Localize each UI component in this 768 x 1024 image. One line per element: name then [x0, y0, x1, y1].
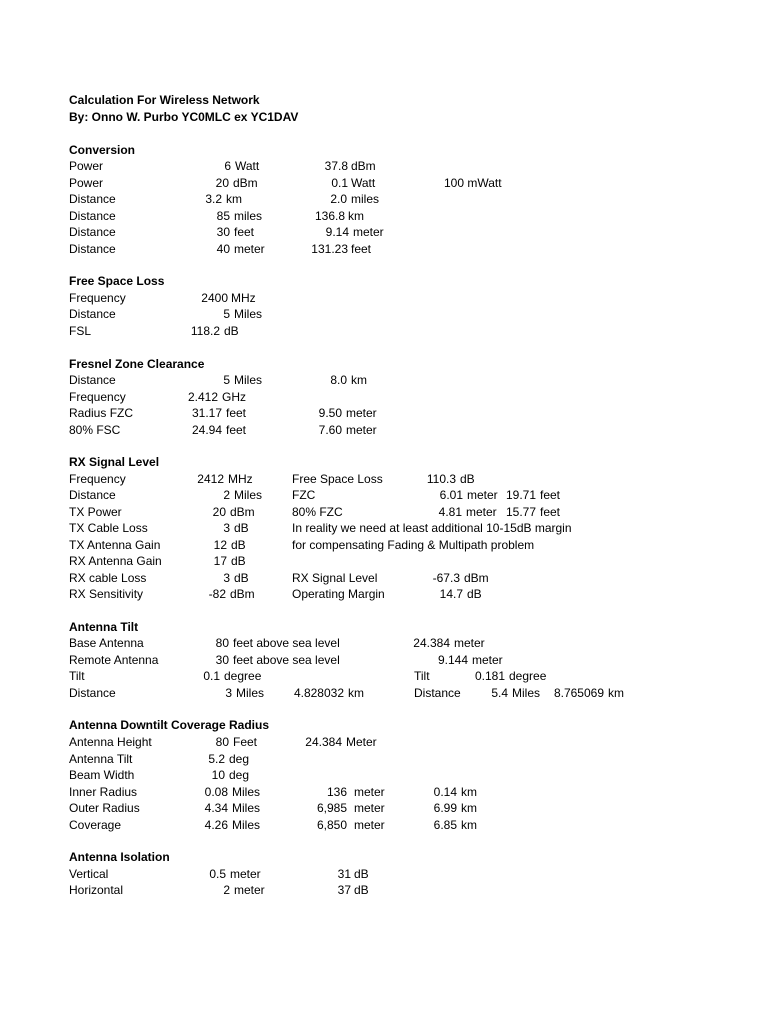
- unit: km: [461, 818, 477, 832]
- unit: Watt: [351, 176, 376, 190]
- value: 10: [211, 768, 225, 782]
- row-label: Inner Radius: [69, 785, 138, 799]
- value: 2.0: [330, 192, 347, 206]
- doc-title: Calculation For Wireless Network: [69, 93, 260, 107]
- value: 3: [223, 571, 230, 585]
- value: 19.71: [505, 488, 536, 502]
- value: 5.4: [491, 686, 508, 700]
- unit: MHz: [231, 291, 256, 305]
- value: 2.412: [187, 390, 218, 404]
- row-label: Beam Width: [69, 768, 135, 782]
- unit: feet: [226, 423, 247, 437]
- value: 30: [216, 225, 230, 239]
- row-label: FSL: [69, 324, 92, 338]
- value: 8.765069: [553, 686, 604, 700]
- value: 80: [215, 735, 229, 749]
- value: 40: [216, 242, 230, 256]
- value: 3.2: [205, 192, 222, 206]
- value: 118.2: [190, 324, 220, 338]
- row-label: Distance: [69, 373, 116, 387]
- value: 6: [224, 159, 231, 173]
- unit: MHz: [228, 472, 253, 486]
- row-label: Coverage: [69, 818, 122, 832]
- section-heading: Free Space Loss: [69, 274, 165, 288]
- section-heading: RX Signal Level: [69, 455, 160, 469]
- unit: meter: [234, 242, 265, 256]
- unit: Miles: [234, 373, 263, 387]
- unit: km: [461, 801, 477, 815]
- unit: meter: [354, 785, 385, 799]
- row-label: Power: [69, 159, 104, 173]
- unit: dB: [354, 867, 369, 881]
- row-label: FZC: [292, 488, 316, 502]
- unit: dBm: [230, 587, 255, 601]
- unit: meter: [467, 488, 498, 502]
- value: 0.181: [474, 669, 505, 683]
- value: 4.81: [438, 505, 462, 519]
- unit: dB: [467, 587, 482, 601]
- value: 24.384: [305, 735, 342, 749]
- unit: feet above sea level: [233, 653, 340, 667]
- unit: feet above sea level: [233, 636, 340, 650]
- value: 136: [326, 785, 347, 799]
- doc-author: By: Onno W. Purbo YC0MLC ex YC1DAV: [69, 110, 299, 124]
- value: -82: [208, 587, 226, 601]
- value: 5: [223, 307, 230, 321]
- unit: meter: [454, 636, 485, 650]
- unit: Feet: [233, 735, 258, 749]
- value: 6,850: [316, 818, 347, 832]
- row-label: TX Antenna Gain: [69, 538, 161, 552]
- row-label: Horizontal: [69, 883, 124, 897]
- unit: GHz: [222, 390, 246, 404]
- unit: meter: [472, 653, 503, 667]
- value: 30: [215, 653, 229, 667]
- unit: feet: [351, 242, 372, 256]
- unit: Miles: [232, 785, 261, 799]
- value: 4.828032: [293, 686, 344, 700]
- value: 7.60: [318, 423, 342, 437]
- unit: dB: [224, 324, 239, 338]
- value: 5.2: [208, 752, 225, 766]
- row-label: RX Sensitivity: [69, 587, 144, 601]
- value: 0.08: [204, 785, 228, 799]
- unit: deg: [229, 752, 250, 766]
- unit: feet: [540, 488, 561, 502]
- value: 6.01: [439, 488, 463, 502]
- unit: dBm: [351, 159, 376, 173]
- row-label: RX cable Loss: [69, 571, 147, 585]
- value: 20: [212, 505, 226, 519]
- value: 2: [223, 488, 230, 502]
- section-heading: Antenna Downtilt Coverage Radius: [69, 718, 270, 732]
- unit: dB: [231, 538, 246, 552]
- value: 0.1: [331, 176, 348, 190]
- value: 6,985: [316, 801, 347, 815]
- value: 24.384: [413, 636, 450, 650]
- unit: km: [226, 192, 242, 206]
- value: 8.0: [330, 373, 347, 387]
- value: 85: [216, 209, 230, 223]
- row-label: Distance: [69, 225, 116, 239]
- value: 9.144: [437, 653, 468, 667]
- unit: degree: [224, 669, 262, 683]
- row-label: Base Antenna: [69, 636, 144, 650]
- row-label: Distance: [414, 686, 461, 700]
- value: 31: [337, 867, 351, 881]
- value: 9.50: [318, 406, 342, 420]
- row-label: 80% FSC: [69, 423, 121, 437]
- row-label: Tilt: [414, 669, 430, 683]
- note-text: for compensating Fading & Multipath problem: [292, 538, 535, 552]
- row-label: Distance: [69, 209, 116, 223]
- unit: Miles: [512, 686, 541, 700]
- value: 37.8: [324, 159, 348, 173]
- unit: km: [461, 785, 477, 799]
- row-label: Antenna Tilt: [69, 752, 133, 766]
- unit: Miles: [236, 686, 265, 700]
- row-label: Operating Margin: [292, 587, 385, 601]
- row-label: Distance: [69, 686, 116, 700]
- unit: dB: [460, 472, 475, 486]
- unit: dB: [354, 883, 369, 897]
- unit: dBm: [464, 571, 489, 585]
- section-heading: Antenna Isolation: [69, 850, 170, 864]
- note-text: In reality we need at least additional 10-15dB margin: [292, 521, 572, 535]
- unit: meter: [346, 423, 377, 437]
- unit: feet: [234, 225, 255, 239]
- row-label: Frequency: [69, 472, 126, 486]
- row-label: Free Space Loss: [292, 472, 383, 486]
- unit: meter: [234, 883, 265, 897]
- row-label: Frequency: [69, 291, 126, 305]
- value: 4.34: [204, 801, 228, 815]
- unit: degree: [509, 669, 547, 683]
- unit: miles: [234, 209, 263, 223]
- value: 37: [337, 883, 351, 897]
- value: 3: [223, 521, 230, 535]
- row-label: Radius FZC: [69, 406, 134, 420]
- value: 0.5: [209, 867, 226, 881]
- row-label: Distance: [69, 192, 116, 206]
- value: 100 mWatt: [444, 176, 502, 190]
- unit: meter: [230, 867, 261, 881]
- row-label: Distance: [69, 307, 116, 321]
- value: 0.14: [433, 785, 457, 799]
- value: 12: [213, 538, 227, 552]
- unit: meter: [346, 406, 377, 420]
- value: 31.17: [191, 406, 222, 420]
- value: -67.3: [432, 571, 460, 585]
- value: 110.3: [426, 472, 456, 486]
- row-label: Outer Radius: [69, 801, 140, 815]
- value: 15.77: [505, 505, 536, 519]
- section-heading: Antenna Tilt: [69, 620, 139, 634]
- value: 6.99: [433, 801, 457, 815]
- unit: Miles: [234, 307, 263, 321]
- unit: Watt: [235, 159, 260, 173]
- value: 2400: [201, 291, 228, 305]
- unit: meter: [466, 505, 497, 519]
- unit: miles: [351, 192, 380, 206]
- value: 6.85: [433, 818, 457, 832]
- unit: km: [348, 686, 364, 700]
- section-heading: Conversion: [69, 143, 136, 157]
- row-label: RX Signal Level: [292, 571, 378, 585]
- value: 14.7: [439, 587, 463, 601]
- unit: meter: [354, 801, 385, 815]
- unit: deg: [229, 768, 250, 782]
- row-label: Tilt: [69, 669, 85, 683]
- value: 2412: [197, 472, 224, 486]
- unit: dB: [234, 521, 249, 535]
- value: 131.23: [311, 242, 348, 256]
- row-label: TX Power: [69, 505, 122, 519]
- unit: dBm: [233, 176, 258, 190]
- unit: Miles: [232, 801, 261, 815]
- value: 136.8: [314, 209, 345, 223]
- unit: Meter: [346, 735, 377, 749]
- row-label: Vertical: [69, 867, 109, 881]
- unit: dBm: [230, 505, 255, 519]
- unit: Miles: [232, 818, 261, 832]
- value: 24.94: [191, 423, 222, 437]
- row-label: TX Cable Loss: [69, 521, 148, 535]
- unit: km: [351, 373, 367, 387]
- value: 80: [215, 636, 229, 650]
- value: 20: [215, 176, 229, 190]
- value: 5: [223, 373, 230, 387]
- unit: meter: [354, 818, 385, 832]
- value: 2: [223, 883, 230, 897]
- unit: feet: [226, 406, 247, 420]
- value: 9.14: [325, 225, 349, 239]
- unit: dB: [234, 571, 249, 585]
- row-label: Frequency: [69, 390, 126, 404]
- row-label: Remote Antenna: [69, 653, 159, 667]
- value: 4.26: [204, 818, 228, 832]
- value: 0.1: [203, 669, 220, 683]
- row-label: RX Antenna Gain: [69, 554, 162, 568]
- unit: dB: [231, 554, 246, 568]
- row-label: Power: [69, 176, 104, 190]
- value: 3: [225, 686, 232, 700]
- unit: km: [608, 686, 624, 700]
- row-label: Distance: [69, 488, 116, 502]
- section-heading: Fresnel Zone Clearance: [69, 357, 205, 371]
- row-label: Distance: [69, 242, 116, 256]
- row-label: Antenna Height: [69, 735, 152, 749]
- value: 17: [213, 554, 227, 568]
- unit: feet: [540, 505, 561, 519]
- unit: km: [348, 209, 364, 223]
- unit: Miles: [234, 488, 263, 502]
- unit: meter: [353, 225, 384, 239]
- row-label: 80% FZC: [292, 505, 343, 519]
